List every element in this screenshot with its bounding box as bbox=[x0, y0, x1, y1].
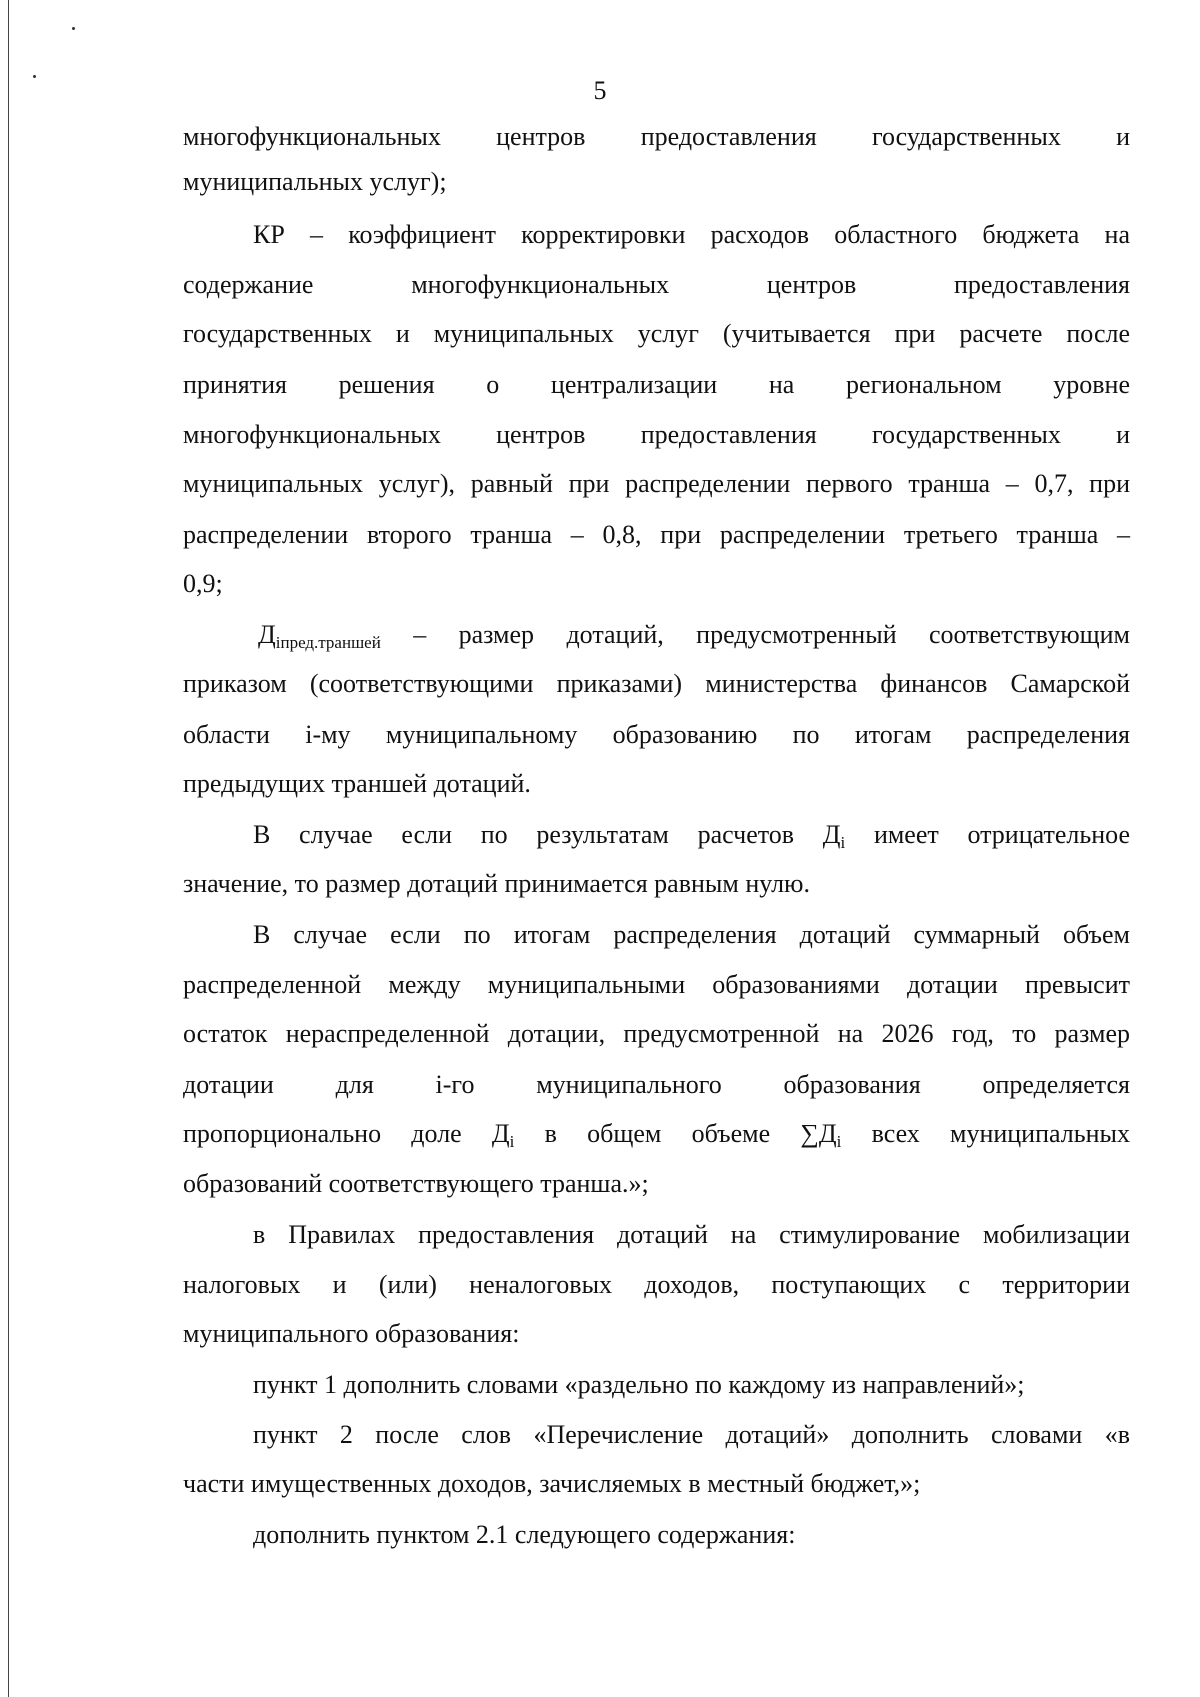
text-line: пункт 2 после слов «Перечисление дотаций» дополнить словами «в bbox=[253, 1420, 1130, 1449]
text-line: предыдущих траншей дотаций. bbox=[183, 769, 531, 798]
page-number: 5 bbox=[593, 76, 607, 105]
text-line: муниципальных услуг); bbox=[183, 167, 447, 196]
text-line: многофункциональных центров предоставления государственных и bbox=[183, 420, 1130, 449]
text-line: распределенной между муниципальными образованиями дотации превысит bbox=[183, 970, 1130, 999]
text-line: в Правилах предоставления дотаций на стимулирование мобилизации bbox=[253, 1220, 1130, 1249]
text-line: приказом (соответствующими приказами) министерства финансов Самарской bbox=[183, 669, 1130, 698]
text-line-with-symbol: В случае если по результатам расчетов $Д_i$ имеет отрицательное bbox=[253, 820, 1130, 852]
text-line: государственных и муниципальных услуг (учитывается при расчете после bbox=[183, 319, 1130, 348]
text-line: пункт 1 дополнить словами «раздельно по каждому из направлений»; bbox=[253, 1370, 1025, 1399]
text-line: распределении второго транша – 0,8, при распределении третьего транша – bbox=[183, 520, 1130, 549]
scan-speck bbox=[72, 27, 75, 30]
text-line: муниципального образования: bbox=[183, 1319, 520, 1348]
text-line: многофункциональных центров предоставления государственных и bbox=[183, 122, 1130, 151]
text-line: области i-му муниципальному образованию по итогам распределения bbox=[183, 720, 1130, 749]
text-line: КР – коэффициент корректировки расходов областного бюджета на bbox=[253, 220, 1130, 249]
text-line: образований соответствующего транша.»; bbox=[183, 1169, 649, 1198]
text-line: В случае если по итогам распределения дотаций суммарный объем bbox=[253, 920, 1130, 949]
text-line: дополнить пунктом 2.1 следующего содержания: bbox=[253, 1520, 796, 1549]
text-line: дотации для i-го муниципального образования определяется bbox=[183, 1070, 1130, 1099]
text-line-with-symbol: пропорционально доле $Д_i$ в общем объеме $\sum Д_i$ всех муниципальных bbox=[183, 1119, 1130, 1151]
text-line: 0,9; bbox=[183, 569, 223, 598]
text-line: содержание многофункциональных центров предоставления bbox=[183, 270, 1130, 299]
text-line: значение, то размер дотаций принимается равным нулю. bbox=[183, 869, 810, 898]
text-line: налоговых и (или) неналоговых доходов, поступающих с территории bbox=[183, 1270, 1130, 1299]
formula-definition-line: $Д_{iпред.траншей}$ – размер дотаций, предусмотренный соответствующим bbox=[258, 620, 1131, 652]
text-line: части имущественных доходов, зачисляемых в местный бюджет,»; bbox=[183, 1469, 921, 1498]
formula-symbol: $Д_{iпред.траншей}$ bbox=[258, 620, 381, 652]
text-line: остаток нераспределенной дотации, предусмотренной на 2026 год, то размер bbox=[183, 1019, 1130, 1048]
text-line: принятия решения о централизации на региональном уровне bbox=[183, 370, 1130, 399]
scan-left-edge bbox=[8, 0, 9, 1697]
text-line: муниципальных услуг), равный при распределении первого транша – 0,7, при bbox=[183, 469, 1130, 498]
